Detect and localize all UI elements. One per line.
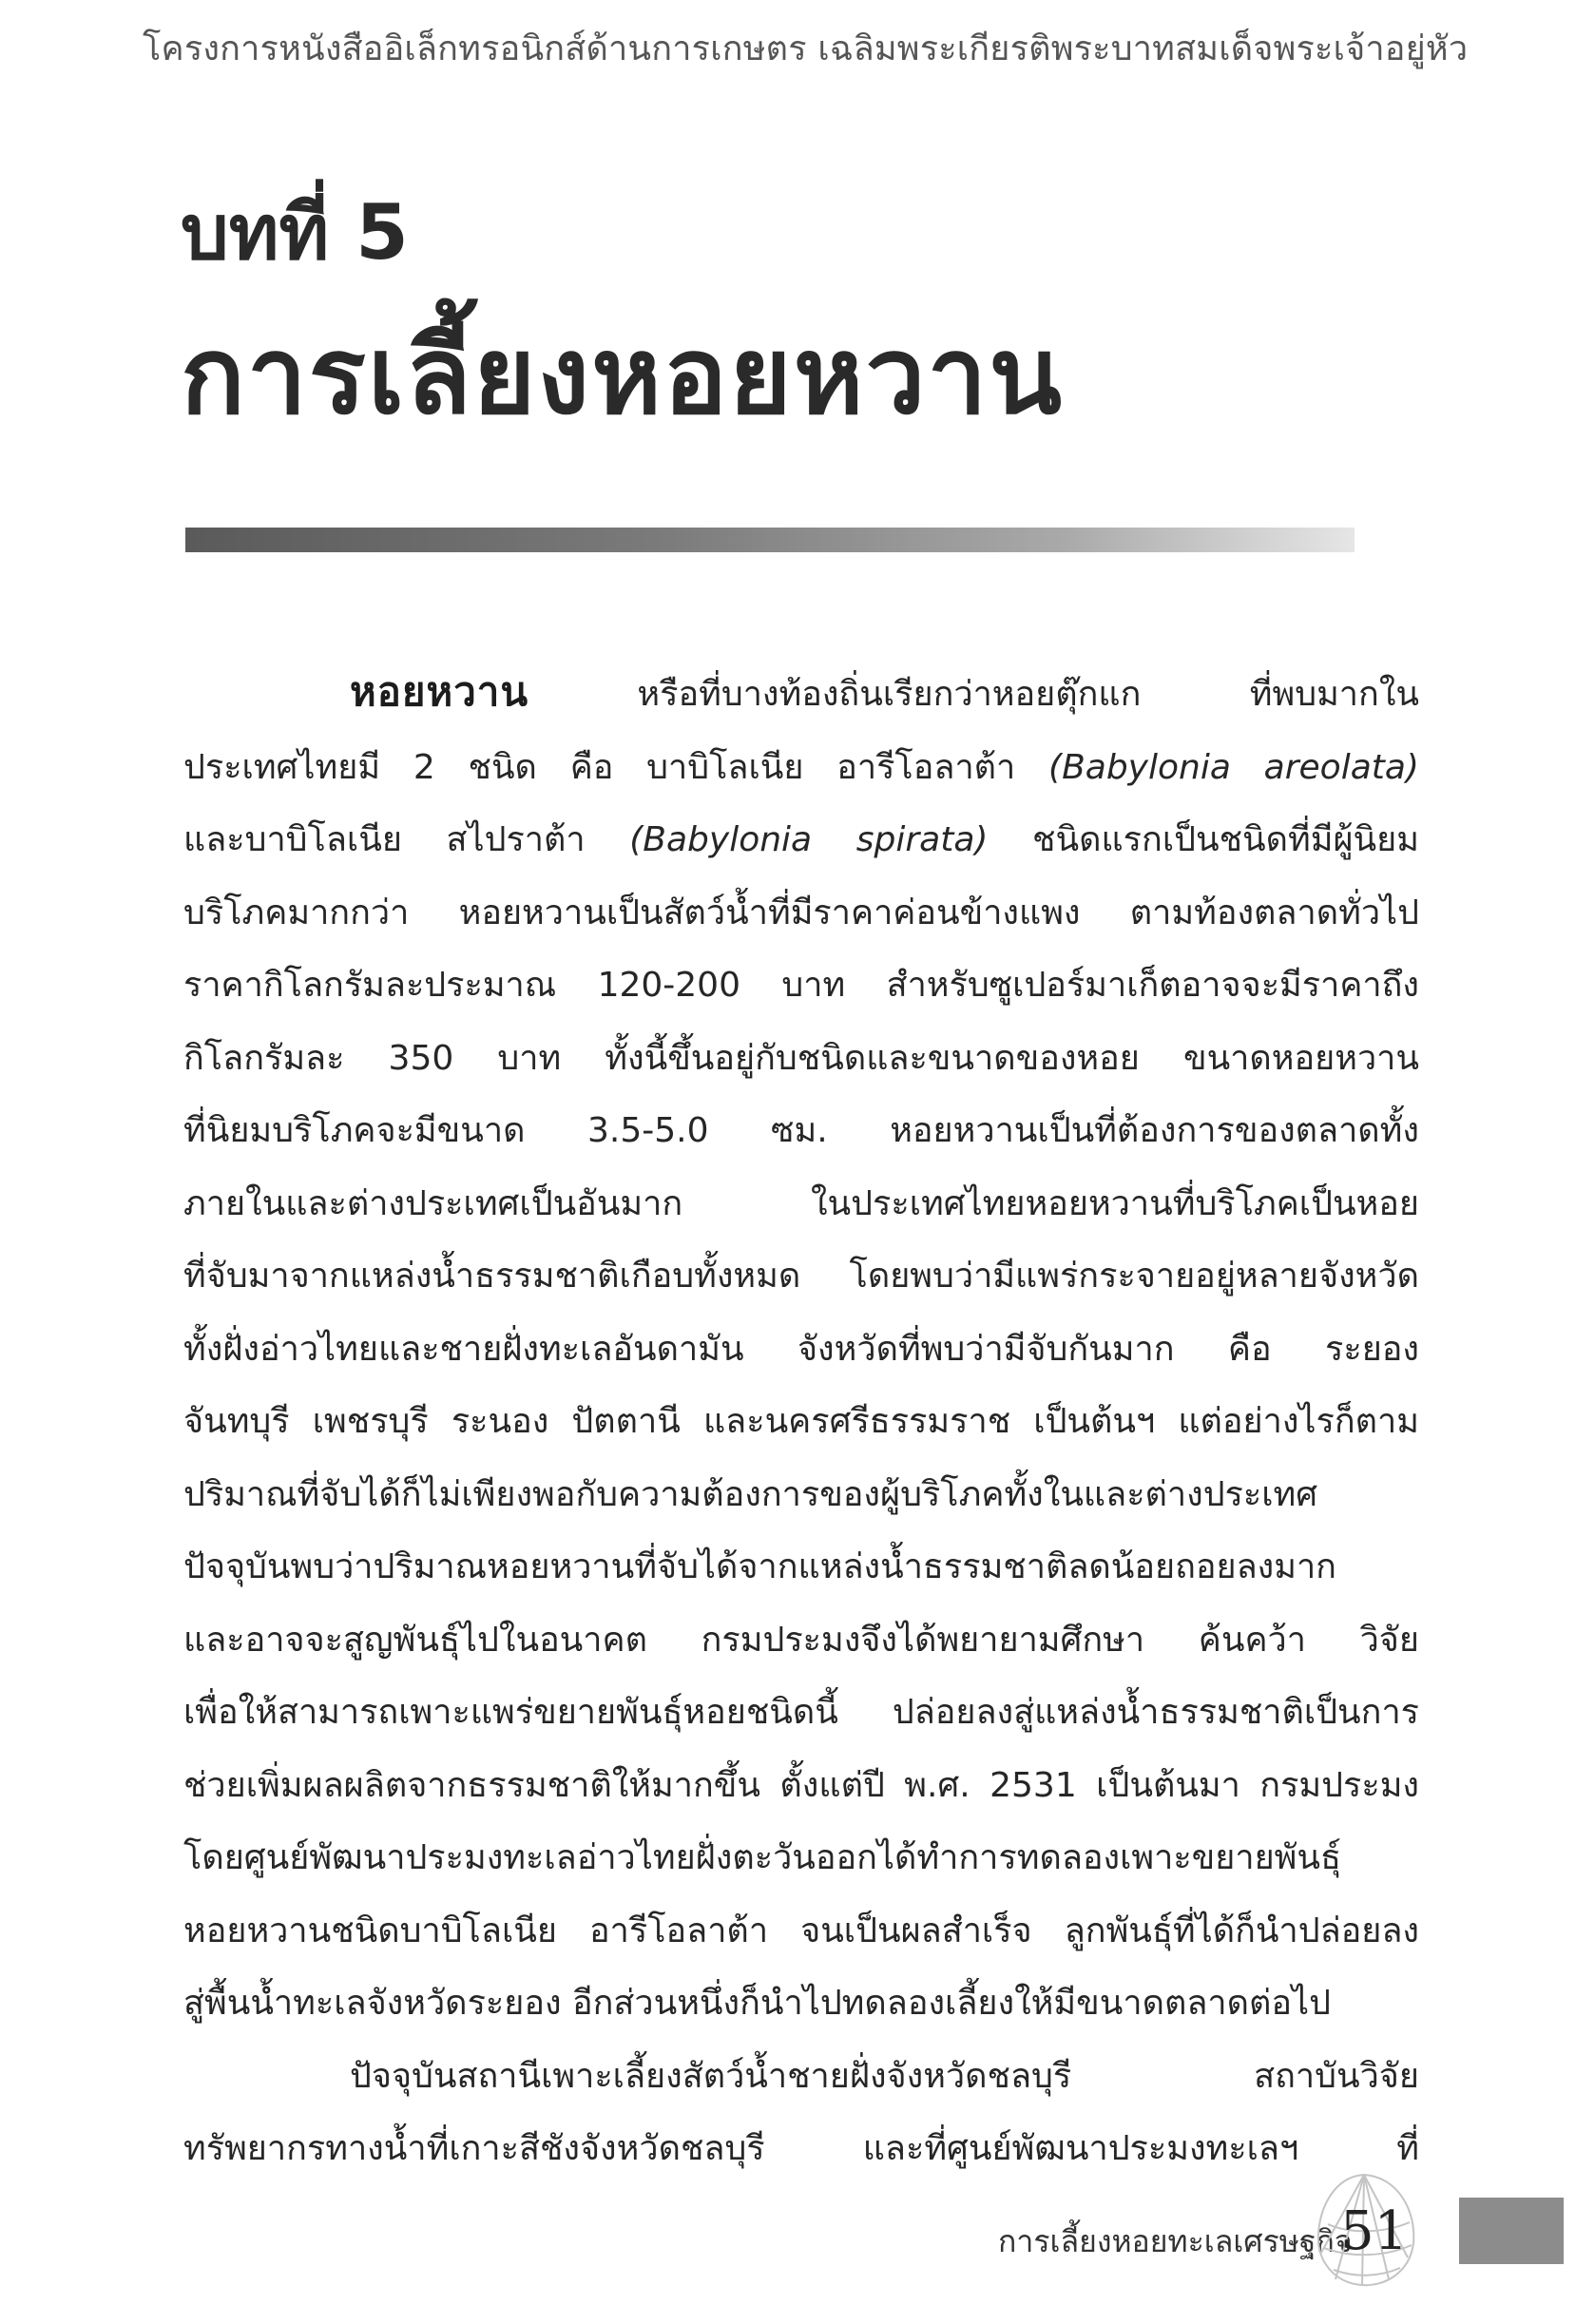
chapter-title: การเลี้ยงหอยหวาน [181,315,1064,438]
running-header: โครงการหนังสืออิเล็กทรอนิกส์ด้านการเกษตร เฉลิมพระเกียรติพระบาทสมเด็จพระเจ้าอยู่หัว [143,29,1469,68]
body-line: เพื่อให้สามารถเพาะแพร่ขยายพันธุ์หอยชนิดนี้ ปล่อยลงสู่แหล่งน้ำธรรมชาติเป็นการ [183,1693,1419,1732]
body-line: และอาจจะสูญพันธุ์ไปในอนาคต กรมประมงจึงได้พยายามศึกษา ค้นคว้า วิจัย [183,1620,1419,1660]
body-text-span: ปัจจุบันสถานีเพาะเลี้ยงสัตว์น้ำชายฝั่งจังหวัดชลบุรี สถาบันวิจัย [350,2056,1419,2096]
body-line: ราคากิโลกรัมละประมาณ 120-200 บาท สำหรับซูเปอร์มาเก็ตอาจจะมีราคาถึง [183,966,1419,1005]
body-line: หอยหวานชนิดบาบิโลเนีย อารีโอลาต้า จนเป็นผลสำเร็จ ลูกพันธุ์ที่ได้ก็นำปล่อยลง [183,1911,1419,1950]
body-text [183,656,1419,2186]
body-line: กิโลกรัมละ 350 บาท ทั้งนี้ขึ้นอยู่กับชนิดและขนาดของหอย ขนาดหอยหวาน [183,1038,1419,1078]
body-line: จันทบุรี เพชรบุรี ระนอง ปัตตานี และนครศรีธรรมราช เป็นต้นฯ แต่อย่างไรก็ตาม [183,1402,1419,1441]
body-text-span: หรือที่บางท้องถิ่นเรียกว่าหอยตุ๊กแก ที่พบมากใน [528,675,1419,714]
body-line: สู่พื้นน้ำทะเลจังหวัดระยอง อีกส่วนหนึ่งก็นำไปทดลองเลี้ยงให้มีขนาดตลาดต่อไป [183,1984,1331,2023]
body-line: ที่จับมาจากแหล่งน้ำธรรมชาติเกือบทั้งหมด โดยพบว่ามีแพร่กระจายอยู่หลายจังหวัด [183,1257,1419,1296]
page-number: 51 [1340,2200,1409,2262]
body-line: ช่วยเพิ่มผลผลิตจากธรรมชาติให้มากขึ้น ตั้งแต่ปี พ.ศ. 2531 เป็นต้นมา กรมประมง [183,1765,1419,1805]
footer-tab [1459,2198,1564,2264]
body-text-span: ชนิดแรกเป็นชนิดที่มีผู้นิยม [988,820,1419,859]
footer-book-title: การเลี้ยงหอยทะเลเศรษฐกิจ [998,2223,1353,2259]
body-line: ที่นิยมบริโภคจะมีขนาด 3.5-5.0 ซม. หอยหวานเป็นที่ต้องการของตลาดทั้ง [183,1111,1419,1150]
body-line [183,2041,1419,2114]
chapter-label: บทที่ 5 [181,188,409,277]
body-line: บริโภคมากกว่า หอยหวานเป็นสัตว์น้ำที่มีราคาค่อนข้างแพง ตามท้องตลาดทั่วไป [183,893,1419,932]
body-line [183,804,1419,877]
scientific-name: (Babylonia spirata) [629,820,989,859]
title-divider [185,528,1355,552]
body-line: ทรัพยากรทางน้ำที่เกาะสีชังจังหวัดชลบุรี และที่ศูนย์พัฒนาประมงทะเลฯ ที่ [183,2129,1419,2168]
body-line: ปัจจุบันพบว่าปริมาณหอยหวานที่จับได้จากแหล่งน้ำธรรมชาติลดน้อยถอยลงมาก [183,1547,1336,1586]
body-line: โดยศูนย์พัฒนาประมงทะเลอ่าวไทยฝั่งตะวันออกได้ทำการทดลองเพาะขยายพันธุ์ [183,1838,1341,1877]
body-line: ทั้งฝั่งอ่าวไทยและชายฝั่งทะเลอันดามัน จังหวัดที่พบว่ามีจับกันมาก คือ ระยอง [183,1329,1419,1369]
body-line [183,656,1419,732]
body-line: ปริมาณที่จับได้ก็ไม่เพียงพอกับความต้องการของผู้บริโภคทั้งในและต่างประเทศ [183,1474,1318,1514]
scientific-name: (Babylonia areolata) [1048,747,1419,787]
paragraph-lead-term: หอยหวาน [350,668,529,715]
body-text-span: ประเทศไทยมี 2 ชนิด คือ บาบิโลเนีย อารีโอลาต้า [183,747,1049,787]
body-text-span: และบาบิโลเนีย สไปราต้า [183,820,630,859]
body-line: ภายในและต่างประเทศเป็นอันมาก ในประเทศไทยหอยหวานที่บริโภคเป็นหอย [183,1183,1419,1223]
body-line [183,732,1419,805]
